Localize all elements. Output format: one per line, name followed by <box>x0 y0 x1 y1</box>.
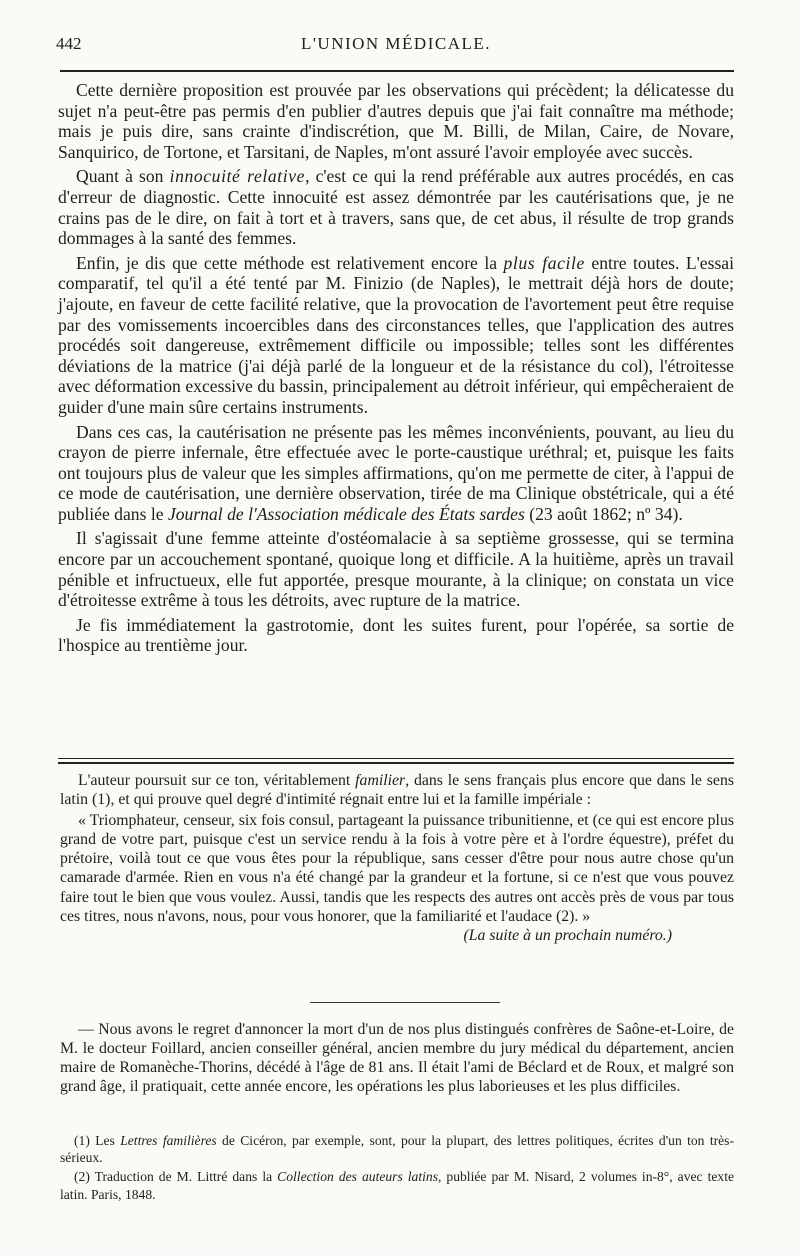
quotation: « Triomphateur, censeur, six fois consul, partageant la puissance tribunitienne, et (ce qui est encore plus grand de votre part, puisque c'est un service rendu à la fois à votre père et à l'ordre équestre), préfet du prétoire, voilà tout ce que vous êtes pour la république, sans cesser d'être pour nous autre chose qu'un camarade d'armée. Rien en vous n'a été changé par la grandeur et la fortune, si ce n'est que vous pouvez faire tout le bien que vous voulez. Aussi, tandis que les respects des autres ont accès près de vous par tous ces titres, nous n'avons, nous, pour vous honorer, que la familiarité et l'audace (2). » <box>60 812 734 925</box>
emphasis: innocuité relative <box>169 166 306 187</box>
footnote: (2) Traduction de M. Littré dans la Collection des auteurs latins, publiée par M. Nisard, 2 volumes in-8°, avec texte latin. Paris, 1848. <box>60 1169 735 1202</box>
section-rule <box>310 1002 500 1003</box>
emphasis: familier <box>355 772 406 789</box>
journal-title: Journal de l'Association médicale des États sardes <box>167 503 525 524</box>
page-number: 442 <box>56 34 82 53</box>
header-rule <box>60 70 734 72</box>
paragraph: Cette dernière proposition est prouvée par les observations qui précèdent; la délicatesse du sujet n'a peut-être pas permis d'en publier d'autres depuis que j'ai fait connaître ma méthode; mais je puis dire, sans crainte d'indiscrétion, que M. Billi, de Milan, Caire, de Novare, Sanquirico, de Tortone, et Tarsitani, de Naples, m'ont assuré l'avoir employée avec succès. <box>58 80 734 162</box>
obituary-notice <box>60 1020 734 1096</box>
continued-note: (La suite à un prochain numéro.) <box>463 926 672 944</box>
paragraph: Il s'agissait d'une femme atteinte d'ostéomalacie à sa septième grossesse, qui se termina encore par un accouchement spontané, quoique long et difficile. A la huitième, après un travail pénible et infructueux, elle fut apportée, presque mourante, à la clinique; on constata un vice d'étroitesse extrême à tous les détroits, avec rupture de la matrice. <box>58 528 734 611</box>
paragraph: Enfin, je dis que cette méthode est relativement encore la plus facile entre toutes. L'essai comparatif, tel qu'il a été tenté par M. Finizio (de Naples), le mettrait déjà hors de doute; j'ajoute, en faveur de cette facilité relative, que la provocation de l'avortement peut être requise par des vomissements incoercibles dans des circonstances telles, que l'application des autres procédés soit dangereuse, extrêmement difficile ou impossible; telles sont les différentes déviations de la matrice (j'ai déjà parlé de la longueur et de la résistance du col), l'étroitesse avec déformation excessive du bassin, principalement au détroit inférieur, qui empêcheraient de guider d'une main sûre certains instruments. <box>58 252 734 417</box>
paragraph: L'auteur poursuit sur ce ton, véritablement familier, dans le sens français plus encore que dans le sens latin (1), et qui prouve quel degré d'intimité régnait entre lui et la famille impériale : <box>60 772 734 809</box>
footnote: (1) Les Lettres familières de Cicéron, par exemple, sont, pour la plupart, des lettres politiques, écrites d'un ton très-sérieux. <box>60 1133 734 1166</box>
paragraph: Dans ces cas, la cautérisation ne présente pas les mêmes inconvénients, pouvant, au lieu du crayon de pierre infernale, être effectuée avec le porte-caustique uréthral; et, puisque les faits ont toujours plus de valeur que les simples affirmations, qu'on me permette de citer, à l'appui de ce mode de cautérisation, une dernière observation, tirée de ma Clinique obstétricale, qui a été publiée dans le Journal de l'Association médicale des États sardes (23 août 1862; nº 34). <box>58 421 734 524</box>
main-article <box>58 80 734 660</box>
page-header <box>56 34 736 58</box>
paragraph: Quant à son innocuité relative, c'est ce qui la rend préférable aux autres procédés, en cas d'erreur de diagnostic. Cette innocuité est assez démontrée par les cautérisations que, je ne crains pas de le dire, on fait à tort et à travers, sans que, de cet abus, il résulte de trop grands dommages à la santé des femmes. <box>58 166 734 249</box>
paragraph: Je fis immédiatement la gastrotomie, dont les suites furent, pour l'opérée, sa sortie de l'hospice au trentième jour. <box>58 614 734 656</box>
feuilleton-separator <box>58 758 734 764</box>
footnotes <box>60 1132 734 1205</box>
running-title: L'UNION MÉDICALE. <box>300 34 492 53</box>
paragraph: — Nous avons le regret d'annoncer la mort d'un de nos plus distingués confrères de Saône-et-Loire, de M. le docteur Foillard, ancien conseiller général, ancien membre du jury médical du département, ancien maire de Romanèche-Thorins, décédé à l'âge de 81 ans. Il était l'ami de Béclard et de Roux, et malgré son grand âge, il pratiquait, cette année encore, les opérations les plus laborieuses et les plus difficiles. <box>60 1021 734 1095</box>
emphasis: plus facile <box>503 252 585 273</box>
feuilleton-section <box>60 771 734 945</box>
